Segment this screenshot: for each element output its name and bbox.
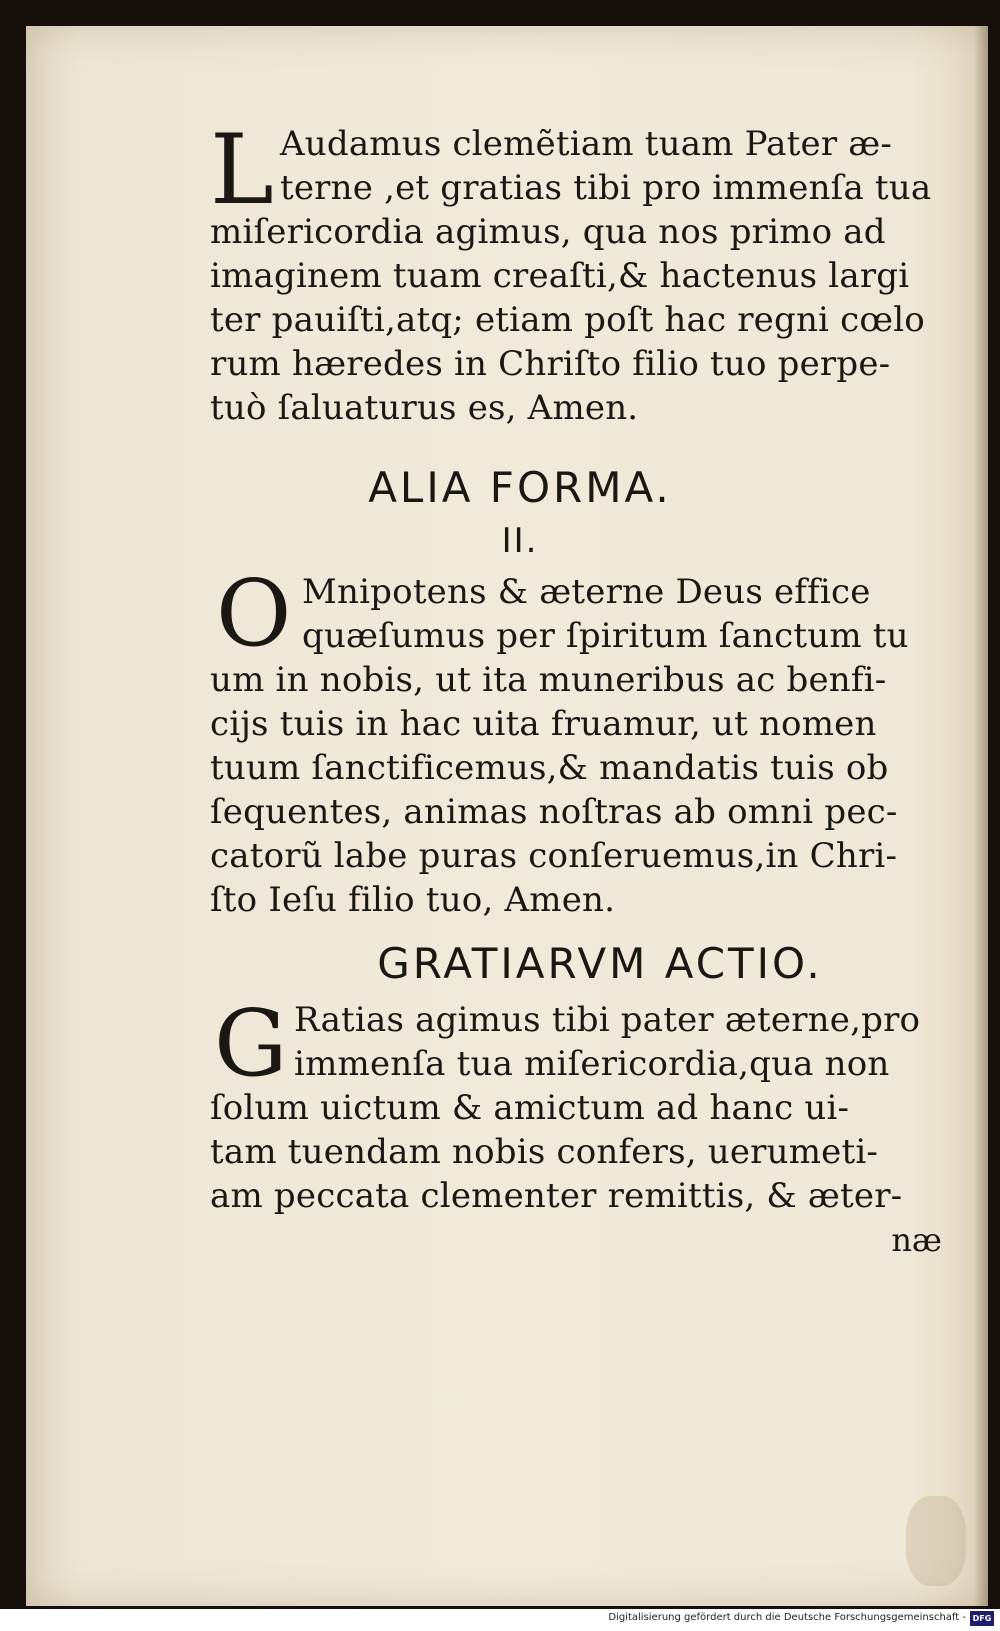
dropcap-g: G: [214, 990, 288, 1097]
prayer-one-line: Audamus clemẽtiam tuam Pater æ-: [280, 124, 893, 164]
paper-stain: [906, 1496, 966, 1586]
prayer-two-line: um in nobis, ut ita muneribus ac benfi-: [210, 660, 887, 700]
catchword: næ: [891, 1221, 942, 1259]
prayer-two-line: Mnipotens & æterne Deus effice: [302, 572, 871, 612]
prayer-three-line: ſolum uictum & amictum ad hanc ui-: [210, 1088, 850, 1128]
dropcap-o: O: [216, 560, 292, 667]
dropcap-l: L: [210, 114, 274, 226]
prayer-two-line: tuum ſanctificemus,& mandatis tuis ob: [210, 748, 889, 788]
prayer-one-line: terne ,et gratias tibi pro immenſa tua: [280, 168, 932, 208]
page-edge-shadow: [974, 26, 988, 1606]
prayer-three: [210, 990, 950, 1218]
prayer-one-line: ter pauiſti,atq; etiam poſt hac regni cœlo: [210, 300, 925, 340]
prayer-two-line: catorũ labe puras conſeruemus,in Chri-: [210, 836, 898, 876]
page-text: [210, 114, 950, 1262]
prayer-two-line: ſequentes, animas noſtras ab omni pec-: [210, 792, 898, 832]
prayer-one-line: tuò ſaluaturus es, Amen.: [210, 388, 639, 428]
footer-credit: Digitalisierung gefördert durch die Deutsche Forschungsgemeinschaft -: [608, 1612, 966, 1623]
heading-alia-forma: ALIA FORMA.: [368, 463, 672, 512]
prayer-one: [210, 114, 950, 430]
prayer-three-line: tam tuendam nobis confers, uerumeti-: [210, 1132, 879, 1172]
prayer-one-line: rum hæredes in Chriſto filio tuo perpe-: [210, 344, 891, 384]
prayer-one-line: imaginem tuam creaſti,& hactenus largi: [210, 256, 910, 296]
prayer-two-line: ſto Ieſu filio tuo, Amen.: [210, 880, 616, 920]
prayer-two-line: cijs tuis in hac uita fruamur, ut nomen: [210, 704, 877, 744]
prayer-two-line: quæſumus per ſpiritum ſanctum tu: [302, 616, 909, 656]
prayer-two: [210, 560, 950, 922]
prayer-three-line: immenſa tua miſericordia,qua non: [294, 1044, 890, 1084]
prayer-three-line: am peccata clementer remittis, & æter-: [210, 1176, 903, 1216]
prayer-one-line: miſericordia agimus, qua nos primo ad: [210, 212, 886, 252]
dfg-logo: DFG: [970, 1611, 994, 1626]
heading-number: II.: [501, 521, 539, 561]
prayer-three-line: Ratias agimus tibi pater æterne,pro: [294, 1000, 921, 1040]
heading-gratiarum-actio: GRATIARVM ACTIO.: [377, 939, 823, 988]
